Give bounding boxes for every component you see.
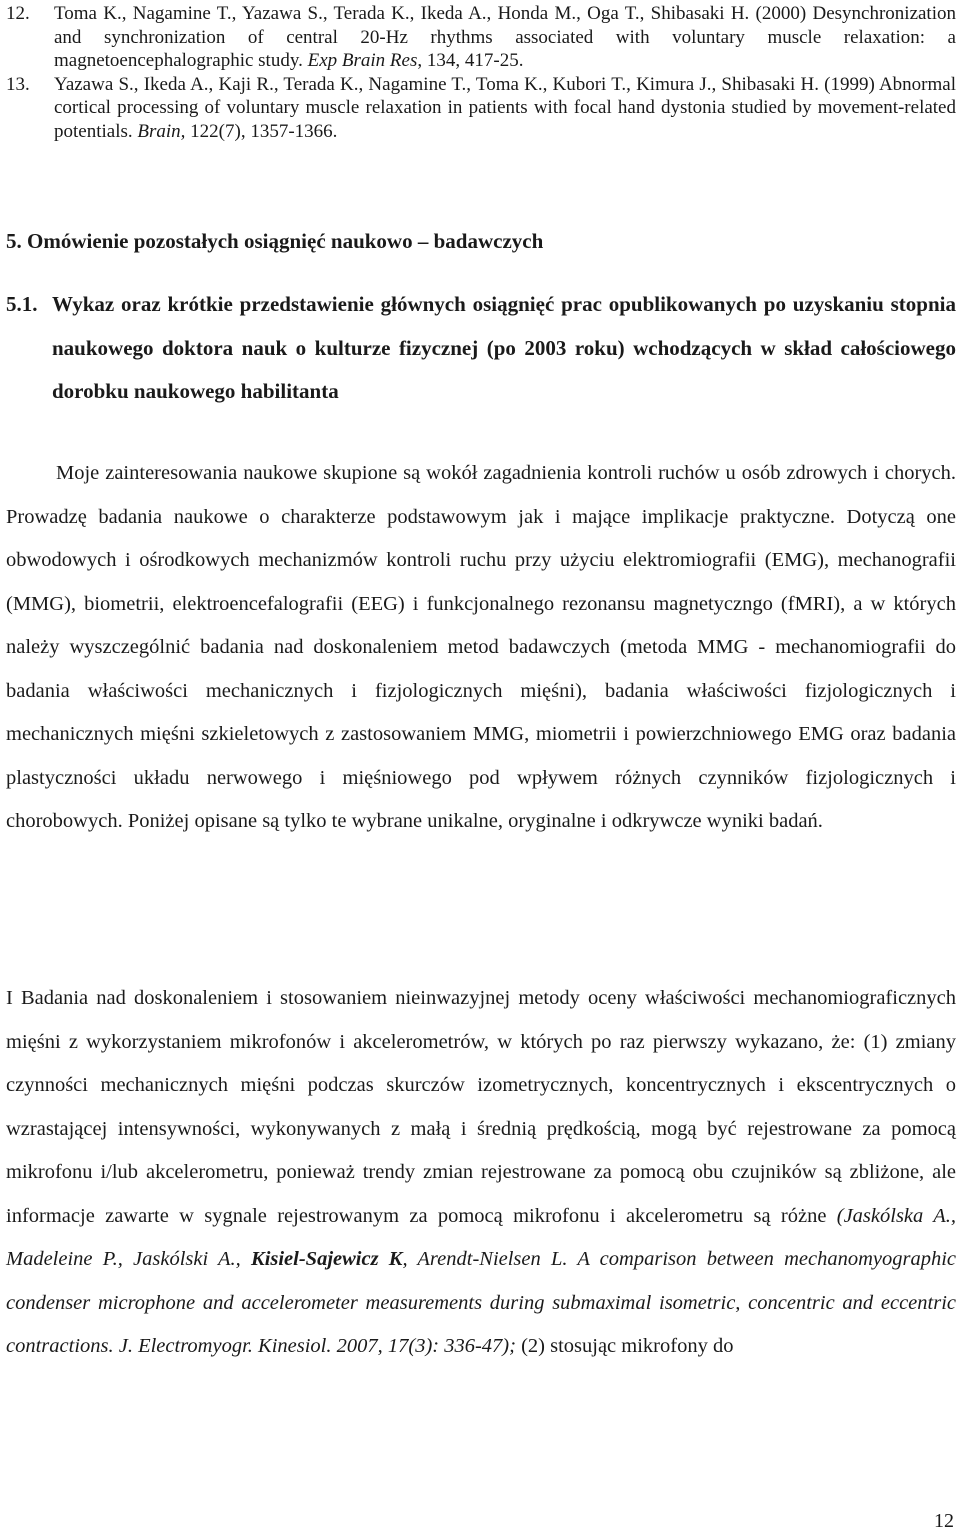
reference-list bbox=[6, 2, 956, 143]
body-paragraph: I Badania nad doskonaleniem i stosowaniem nieinwazyjnej metody oceny właściwości mechanomiograficznych mięśni z wykorzystaniem mikrofonów i akcelerometrów, w których po raz pierwszy wykazano, że: (1) zmiany czynności mechanicznych mięśni podczas skurczów izometrycznych, koncentrycznych i ekscentrycznych o wzrastającej intensywności, wykonywanych z małą i średnią prędkością, mogą być rejestrowane za pomocą mikrofonu i/lub akcelerometru, ponieważ trendy zmian rejestrowane za pomocą obu czujników są zbliżone, ale informacje zawarte w sygnale rejestrowanym za pomocą mikrofonu i akcelerometru są różne (Jaskólska A., Madeleine P., Jaskólski A., Kisiel-Sajewicz K, Arendt-Nielsen L. A comparison between mechanomyographic condenser microphone and accelerometer measurements during submaximal isometric, concentric and eccentric contractions. J. Electromyogr. Kinesiol. 2007, 17(3): 336-47); (2) stosując mikrofony do bbox=[6, 987, 956, 1357]
reference-text: Toma K., Nagamine T., Yazawa S., Terada K., Ikeda A., Honda M., Oga T., Shibasaki H. (2000) Desynchronization and synchronization of central 20-Hz rhythms associated with voluntary muscle relaxation: a magnetoencephalographic study. Exp Brain Res, 134, 417-25. bbox=[54, 3, 956, 71]
reference-journal: Brain, bbox=[137, 120, 186, 142]
reference-item bbox=[6, 2, 956, 73]
reference-item bbox=[6, 73, 956, 144]
subsection-heading bbox=[6, 283, 956, 414]
section-heading: 5. Omówienie pozostałych osiągnięć naukowo – badawczych bbox=[6, 229, 544, 253]
body-paragraph: Moje zainteresowania naukowe skupione są wokół zagadnienia kontroli ruchów u osób zdrowych i chorych. Prowadzę badania naukowe o charakterze podstawowym jak i mające implikacje praktyczne. Dotyczą one obwodowych i ośrodkowych mechanizmów kontroli ruchu przy użyciu elektromiografii (EMG), mechanografii (MMG), biometrii, elektroencefalografii (EEG) i funkcjonalnego rezonansu magnetyczngo (fMRI), a w których należy wyszczególnić badania nad doskonaleniem metod badawczych (metoda MMG - mechanomiografii do badania właściwości mechanicznych i fizjologicznych mięśni), badania właściwości fizjologicznych i mechanicznych mięśni szkieletowych z zastosowaniem MMG, miometrii i powierzchniowego EMG oraz badania plastyczności układu nerwowego i mięśniowego pod wpływem różnych czynników fizjologicznych i chorobowych. Poniżej opisane są tylko te wybrane unikalne, oryginalne i odkrywcze wyniki badań. bbox=[6, 462, 956, 832]
reference-journal: Exp Brain Res bbox=[307, 50, 418, 71]
page-number: 12 bbox=[934, 1510, 954, 1532]
highlighted-author: Kisiel-Sajewicz K bbox=[251, 1248, 403, 1270]
reference-number: 12. bbox=[6, 3, 30, 24]
subsection-title: Wykaz oraz krótkie przedstawienie głównych osiągnięć prac opublikowanych po uzyskaniu stopnia naukowego doktora nauk o kulturze fizycznej (po 2003 roku) wchodzących w skład całościowego dorobku naukowego habilitanta bbox=[52, 292, 956, 403]
citation: (Jaskólska A., Madeleine P., Jaskólski A., Kisiel-Sajewicz K, Arendt-Nielsen L. A comparison between mechanomyographic condenser microphone and accelerometer measurements during submaximal isometric, concentric and eccentric contractions. J. Electromyogr. Kinesiol. 2007, 17(3): 336-47); bbox=[6, 1204, 956, 1357]
subsection-number: 5.1. bbox=[6, 292, 38, 316]
reference-text: Yazawa S., Ikeda A., Kaji R., Terada K., Nagamine T., Toma K., Kubori T., Kimura J., Shibasaki H. (1999) Abnormal cortical processing of voluntary muscle relaxation in patients with focal hand dystonia studied by movement-related potentials. Brain, 122(7), 1357-1366. bbox=[54, 73, 956, 142]
reference-number: 13. bbox=[6, 73, 30, 95]
